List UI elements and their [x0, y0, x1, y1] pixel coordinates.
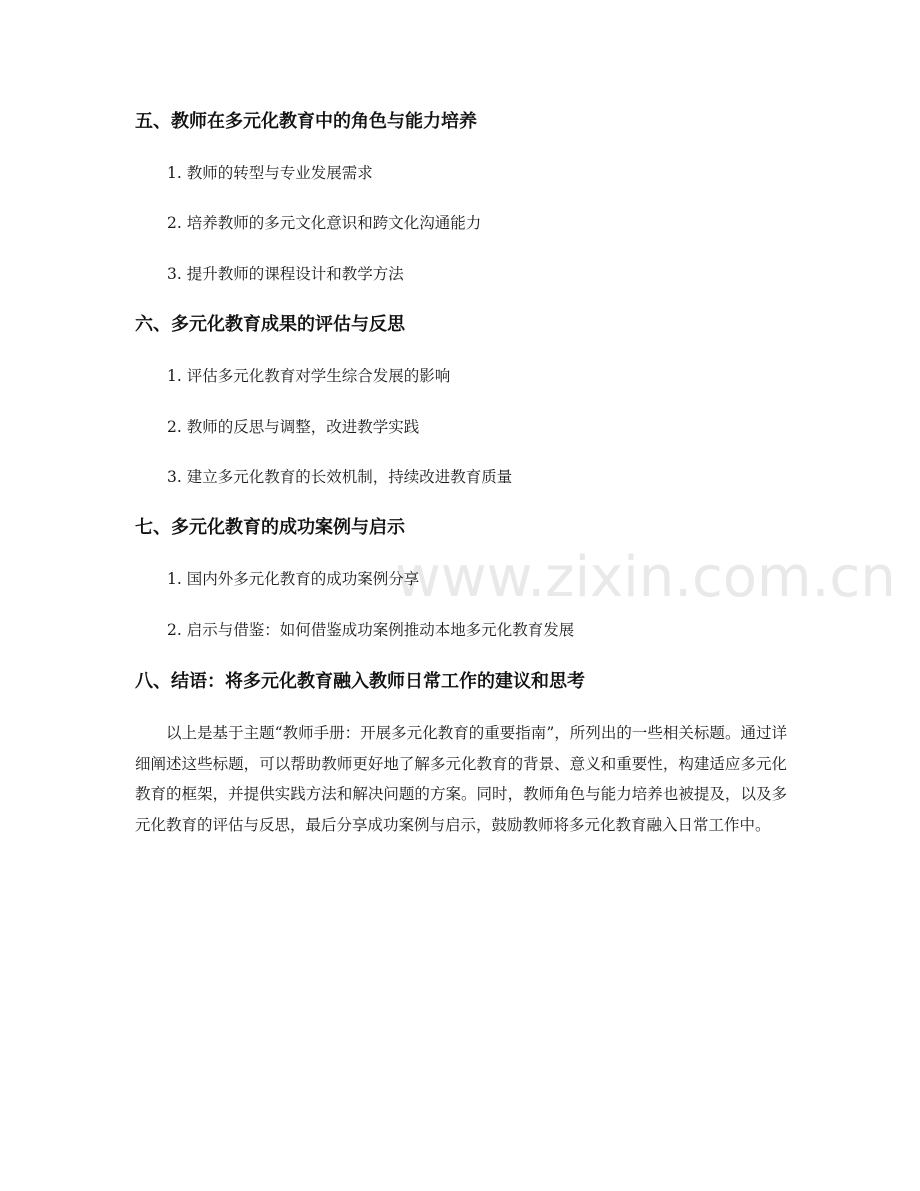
list-item: 2. 教师的反思与调整，改进教学实践 [167, 418, 420, 436]
section-heading-8: 八、结语：将多元化教育融入教师日常工作的建议和思考 [135, 671, 585, 692]
list-item: 1. 评估多元化教育对学生综合发展的影响 [167, 367, 451, 385]
list-item: 2. 启示与借鉴：如何借鉴成功案例推动本地多元化教育发展 [167, 621, 575, 639]
list-item: 2. 培养教师的多元文化意识和跨文化沟通能力 [167, 214, 482, 232]
list-item: 3. 建立多元化教育的长效机制，持续改进教育质量 [167, 468, 513, 486]
watermark: www.zixin.com.cn [395, 545, 896, 610]
section-heading-7: 七、多元化教育的成功案例与启示 [135, 517, 405, 538]
section-heading-6: 六、多元化教育成果的评估与反思 [135, 314, 405, 335]
list-item: 1. 国内外多元化教育的成功案例分享 [167, 570, 420, 588]
section-heading-5: 五、教师在多元化教育中的角色与能力培养 [135, 111, 477, 132]
list-item: 3. 提升教师的课程设计和教学方法 [167, 265, 404, 283]
list-item: 1. 教师的转型与专业发展需求 [167, 164, 373, 182]
conclusion-paragraph: 以上是基于主题“教师手册：开展多元化教育的重要指南”，所列出的一些相关标题。通过详细阐述这些标题，可以帮助教师更好地了解多元化教育的背景、意义和重要性，构建适应多元化教育的框架，并提供实践方法和解决问题的方案。同时，教师角色与能力培养也被提及，以及多元化教育的评估与反思，最后分享成功案例与启示，鼓励教师将多元化教育融入日常工作中。 [135, 724, 787, 834]
